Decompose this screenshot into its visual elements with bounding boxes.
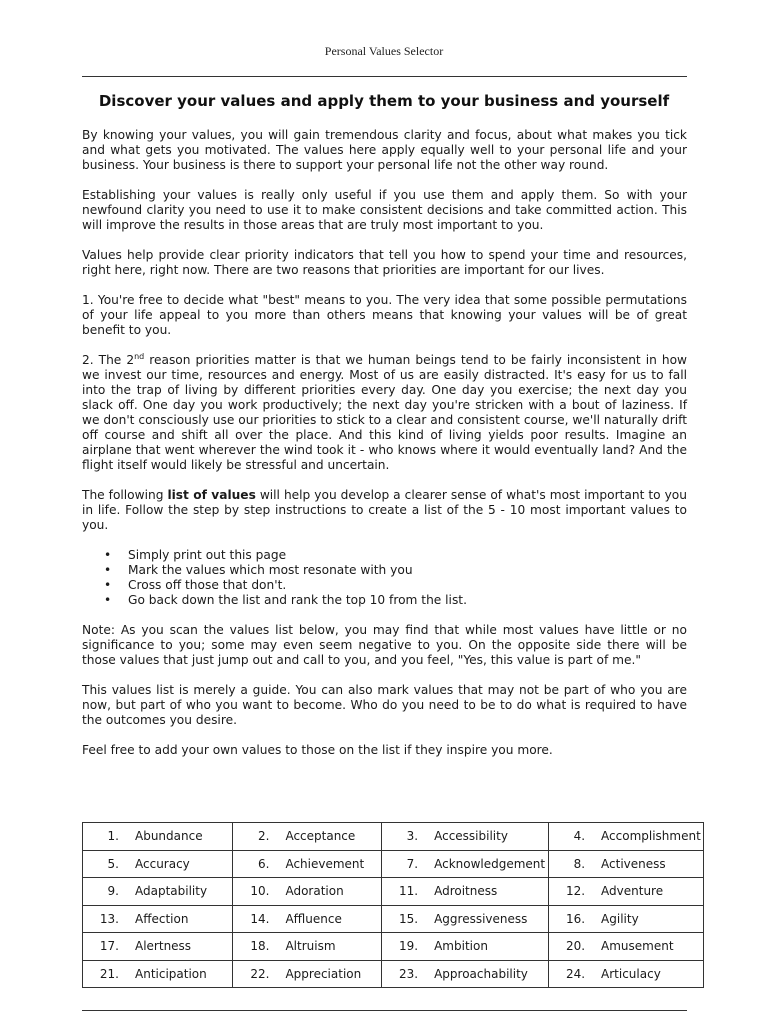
value-name: Adventure	[601, 884, 664, 899]
list-intro-bold: list of values	[167, 488, 256, 502]
value-name: Affluence	[285, 911, 342, 926]
bullet-icon: •	[104, 593, 112, 607]
header-divider	[82, 76, 687, 77]
value-cell	[233, 823, 382, 851]
paragraph-reason-one: 1. You're free to decide what "best" means to you. The very idea that some possible permutations of your life appeal to you more than others means that knowing your values will be of great benefit to you.	[82, 293, 687, 337]
paragraph-intro: By knowing your values, you will gain tremendous clarity and focus, about what makes you tick and what gets you motivated. The values here apply equally well to your personal life and your business. Your business is there to support your personal life not the other way round.	[82, 128, 687, 172]
paragraph-reason-two	[82, 353, 687, 473]
paragraph-add-own: Feel free to add your own values to those on the list if they inspire you more.	[82, 743, 553, 757]
value-name: Appreciation	[285, 966, 362, 981]
value-name: Ambition	[434, 939, 488, 954]
value-number: 5.	[107, 856, 119, 871]
value-entry	[382, 884, 548, 898]
value-name: Adaptability	[135, 884, 208, 899]
value-entry	[233, 939, 381, 953]
value-entry	[549, 912, 703, 926]
value-name: Approachability	[434, 966, 528, 981]
value-cell	[382, 933, 549, 961]
value-entry	[83, 967, 232, 981]
value-entry	[382, 912, 548, 926]
value-entry	[233, 967, 381, 981]
value-number: 16.	[565, 911, 586, 926]
value-entry	[382, 967, 548, 981]
value-cell	[83, 933, 233, 961]
instruction-list	[82, 548, 687, 608]
value-cell	[549, 905, 704, 933]
reason-two-start: 2. The 2	[82, 353, 135, 367]
instruction-item	[104, 593, 687, 608]
value-number: 14.	[250, 911, 270, 926]
value-name: Amusement	[601, 939, 674, 954]
value-name: Accomplishment	[601, 829, 701, 844]
value-entry	[382, 829, 548, 843]
value-name: Agility	[601, 911, 639, 926]
value-entry	[549, 829, 703, 843]
value-cell	[549, 823, 704, 851]
value-cell	[233, 960, 382, 988]
paragraph-list-intro	[82, 488, 687, 533]
page-header: Personal Values Selector	[324, 44, 444, 58]
instruction-item	[104, 548, 687, 563]
value-name: Abundance	[135, 829, 203, 844]
value-cell	[549, 933, 704, 961]
value-name: Accessibility	[434, 829, 508, 844]
value-cell	[83, 878, 233, 906]
table-row	[83, 878, 704, 906]
value-number: 2.	[258, 829, 270, 844]
value-number: 24.	[565, 966, 586, 981]
instruction-text: Go back down the list and rank the top 10 from the list.	[128, 593, 467, 607]
value-cell	[83, 960, 233, 988]
value-entry	[382, 857, 548, 871]
value-number: 13.	[99, 911, 119, 926]
footer-divider	[82, 1010, 687, 1011]
value-entry	[549, 857, 703, 871]
bullet-icon: •	[104, 548, 112, 562]
value-name: Adoration	[285, 884, 344, 899]
values-table-body	[83, 823, 704, 988]
value-entry	[233, 857, 381, 871]
bullet-icon: •	[104, 563, 112, 577]
value-name: Acknowledgement	[434, 856, 546, 871]
value-number: 7.	[406, 856, 419, 871]
value-name: Achievement	[285, 856, 365, 871]
value-number: 11.	[399, 884, 419, 899]
value-number: 21.	[99, 966, 119, 981]
list-intro-rest: will help you develop a clearer sense of what's most important to you in life. Follow the step by step instructions to create a list of the 5 - 10 most important values to you.	[82, 488, 687, 532]
table-row	[83, 823, 704, 851]
value-name: Activeness	[601, 856, 666, 871]
value-entry	[83, 857, 232, 871]
document-body	[82, 128, 687, 773]
value-name: Alertness	[135, 939, 192, 954]
value-number: 9.	[107, 884, 119, 899]
value-cell	[233, 878, 382, 906]
bullet-icon: •	[104, 578, 112, 592]
value-number: 1.	[107, 829, 119, 844]
value-number: 6.	[258, 856, 270, 871]
table-row	[83, 933, 704, 961]
value-entry	[549, 967, 703, 981]
value-cell	[233, 850, 382, 878]
paragraph-establishing: Establishing your values is really only useful if you use them and apply them. So with your newfound clarity you need to use it to make consistent decisions and take committed action. This will improve the results in those areas that are truly most important to you.	[82, 188, 687, 232]
value-number: 12.	[565, 884, 586, 899]
value-name: Accuracy	[135, 856, 190, 871]
value-entry	[549, 939, 703, 953]
value-name: Altruism	[285, 939, 336, 954]
value-number: 8.	[573, 856, 586, 871]
value-cell	[233, 905, 382, 933]
instruction-text: Mark the values which most resonate with you	[128, 563, 413, 577]
value-name: Aggressiveness	[434, 911, 528, 926]
value-entry	[83, 884, 232, 898]
value-number: 20.	[565, 939, 586, 954]
value-cell	[83, 905, 233, 933]
value-cell	[233, 933, 382, 961]
value-name: Anticipation	[135, 966, 207, 981]
paragraph-guide: This values list is merely a guide. You can also mark values that may not be part of who you are now, but part of who you want to become. Who do you need to be to do what is required to have the outcomes you desire.	[82, 683, 687, 727]
table-row	[83, 905, 704, 933]
values-table	[82, 822, 704, 988]
value-entry	[83, 829, 232, 843]
value-entry	[549, 884, 703, 898]
value-number: 10.	[250, 884, 270, 899]
value-name: Affection	[135, 911, 189, 926]
value-entry	[233, 884, 381, 898]
value-cell	[382, 878, 549, 906]
value-cell	[83, 850, 233, 878]
value-cell	[549, 850, 704, 878]
page-title: Discover your values and apply them to your business and yourself	[98, 92, 670, 110]
value-entry	[382, 939, 548, 953]
value-number: 15.	[399, 911, 419, 926]
table-row	[83, 850, 704, 878]
paragraph-priorities: Values help provide clear priority indicators that tell you how to spend your time and resources, right here, right now. There are two reasons that priorities are important for our lives.	[82, 248, 687, 277]
instruction-text: Cross off those that don't.	[128, 578, 287, 592]
value-cell	[382, 823, 549, 851]
value-name: Articulacy	[601, 966, 661, 981]
value-number: 3.	[406, 829, 419, 844]
reason-two-superscript: nd	[134, 351, 145, 361]
instruction-text: Simply print out this page	[128, 548, 287, 562]
value-number: 4.	[573, 829, 586, 844]
instruction-item	[104, 578, 687, 593]
value-number: 22.	[250, 966, 270, 981]
value-cell	[83, 823, 233, 851]
value-entry	[83, 912, 232, 926]
value-entry	[83, 939, 232, 953]
value-cell	[382, 850, 549, 878]
value-name: Adroitness	[434, 884, 498, 899]
value-cell	[382, 905, 549, 933]
list-intro-start: The following	[82, 488, 168, 502]
value-cell	[549, 878, 704, 906]
table-row	[83, 960, 704, 988]
value-entry	[233, 829, 381, 843]
value-number: 17.	[99, 939, 119, 954]
value-cell	[382, 960, 549, 988]
instruction-item	[104, 563, 687, 578]
value-number: 18.	[250, 939, 270, 954]
paragraph-note: Note: As you scan the values list below, you may find that while most values have little or no significance to you; some may even seem negative to you. On the opposite side there will be those values that just jump out and call to you, and you feel, "Yes, this value is part of me."	[82, 623, 687, 667]
value-number: 23.	[399, 966, 419, 981]
value-cell	[549, 960, 704, 988]
value-entry	[233, 912, 381, 926]
value-number: 19.	[399, 939, 419, 954]
reason-two-rest: reason priorities matter is that we human beings tend to be fairly inconsistent in how we invest our time, resources and energy. Most of us are easily distracted. It's easy for us to fall into the trap of living by different priorities every day. One day you exercise; the next day you slack off. One day you work productively; the next day you're stricken with a bout of laziness. If we don't consciously use our priorities to stick to a clear and consistent course, we'll naturally drift off course and shift all over the place. And this kind of living yields poor results. Imagine an airplane that went wherever the wind took it - who knows where it would eventually land? And the flight itself would likely be stressful and uncertain.	[82, 353, 687, 472]
value-name: Acceptance	[285, 829, 356, 844]
